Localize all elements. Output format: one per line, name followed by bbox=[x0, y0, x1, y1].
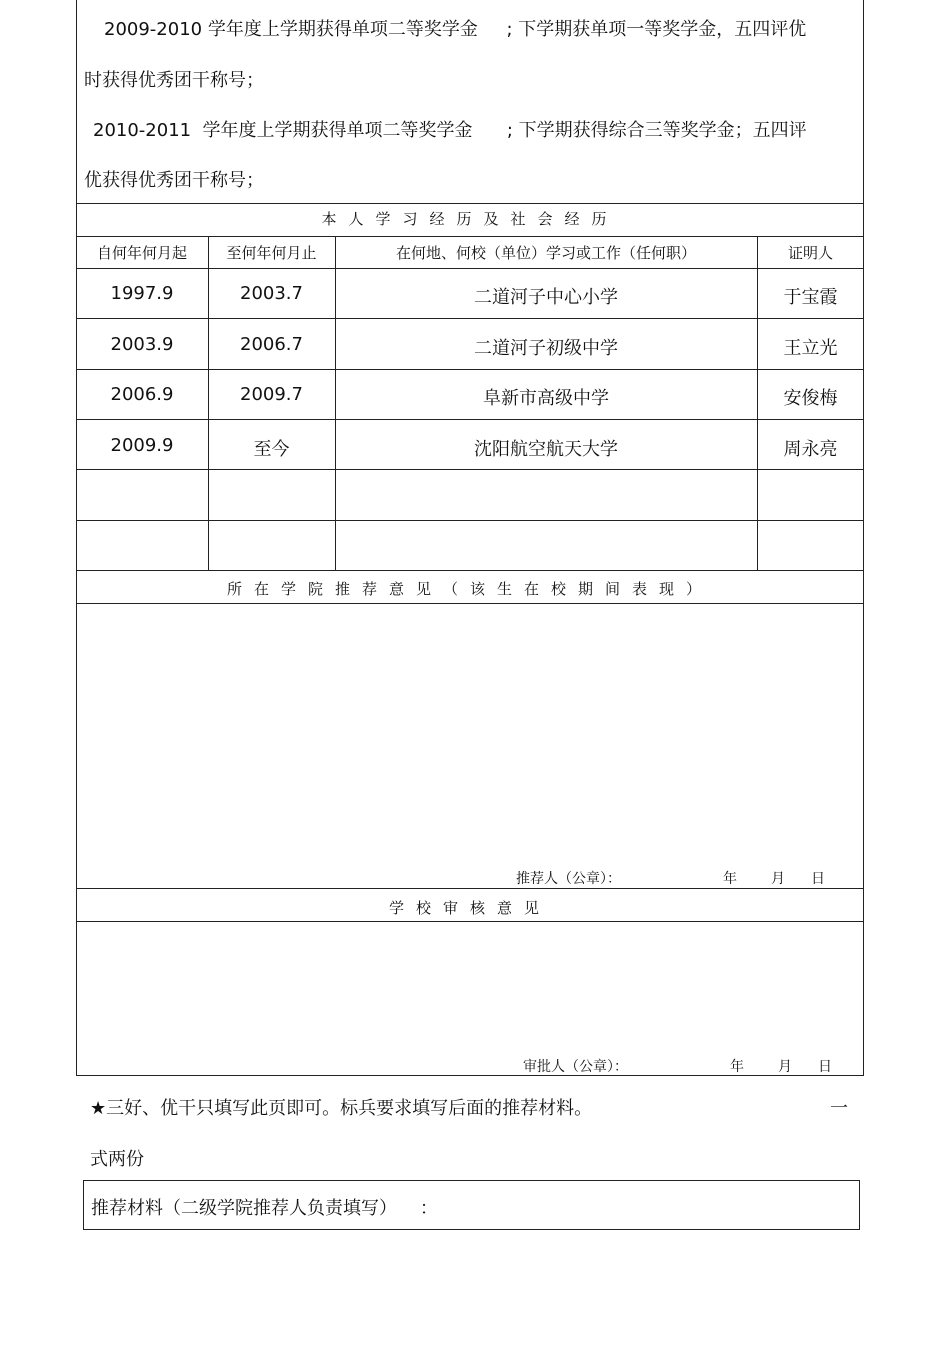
header-to-date: 至何年何月止 bbox=[226, 244, 317, 262]
table-cell-to: 2006.7 bbox=[240, 334, 303, 355]
table-cell-to: 2009.7 bbox=[240, 384, 303, 405]
school-review-area[interactable] bbox=[77, 922, 863, 1052]
table-cell-place: 沈阳航空航天大学 bbox=[474, 439, 618, 460]
table-cell-place: 阜新市高级中学 bbox=[483, 388, 609, 409]
table-cell-witness: 于宝霞 bbox=[783, 287, 838, 308]
award-line-2: 时获得优秀团干称号； bbox=[84, 70, 264, 91]
divider bbox=[76, 203, 864, 204]
divider bbox=[76, 369, 864, 370]
divider bbox=[76, 570, 864, 571]
table-cell-place: 二道河子中心小学 bbox=[474, 287, 618, 308]
table-cell-witness: 周永亮 bbox=[783, 439, 838, 460]
table-cell-to: 至今 bbox=[253, 439, 290, 460]
table-cell-from: 2009.9 bbox=[110, 435, 174, 456]
header-from-date: 自何年何月起 bbox=[96, 244, 187, 262]
table-cell-witness: 王立光 bbox=[783, 338, 838, 359]
recommend-year-label: 年 bbox=[723, 871, 737, 887]
note-line-1: ★三好、优干只填写此页即可。标兵要求填写后面的推荐材料。 bbox=[90, 1098, 593, 1119]
header-place: 在何地、何校（单位）学习或工作（任何职） bbox=[395, 244, 696, 262]
recommend-day-label: 日 bbox=[811, 871, 825, 887]
school-review-title: 学校审核意见 bbox=[388, 899, 551, 917]
divider bbox=[76, 419, 864, 420]
experience-title: 本人学习经历及社会经历 bbox=[321, 210, 619, 228]
college-opinion-area[interactable] bbox=[77, 604, 863, 864]
award-line-1: 2009-2010 学年度上学期获得单项二等奖学金 ; 下学期获单项一等奖学金，五四评优 bbox=[104, 19, 807, 40]
header-witness: 证明人 bbox=[787, 244, 833, 262]
divider bbox=[76, 520, 864, 521]
divider bbox=[76, 236, 864, 237]
table-cell-place: 二道河子初级中学 bbox=[474, 338, 618, 359]
note-line-1-end: 一 bbox=[830, 1098, 848, 1119]
review-year-label: 年 bbox=[730, 1059, 744, 1075]
divider bbox=[76, 318, 864, 319]
divider bbox=[76, 469, 864, 470]
table-cell-witness: 安俊梅 bbox=[783, 388, 838, 409]
recommend-month-label: 月 bbox=[771, 871, 785, 887]
review-day-label: 日 bbox=[818, 1059, 832, 1075]
recommender-signature-label: 推荐人（公章）： bbox=[516, 871, 621, 887]
note-line-2: 式两份 bbox=[90, 1149, 144, 1170]
materials-box[interactable] bbox=[83, 1180, 860, 1230]
divider bbox=[76, 888, 864, 889]
table-cell-from: 2006.9 bbox=[110, 384, 174, 405]
award-line-4: 优获得优秀团干称号； bbox=[84, 170, 264, 191]
materials-label: 推荐材料（二级学院推荐人负责填写） ： bbox=[91, 1198, 438, 1219]
table-cell-from: 2003.9 bbox=[110, 334, 174, 355]
approver-signature-label: 审批人（公章）： bbox=[523, 1059, 628, 1075]
college-opinion-title: 所在学院推荐意见（该生在校期间表现） bbox=[226, 580, 713, 598]
table-cell-to: 2003.7 bbox=[240, 283, 303, 304]
award-line-3: 2010-2011 学年度上学期获得单项二等奖学金 ; 下学期获得综合三等奖学金；五四评 bbox=[93, 120, 807, 141]
review-month-label: 月 bbox=[778, 1059, 792, 1075]
table-cell-from: 1997.9 bbox=[110, 283, 174, 304]
divider bbox=[76, 268, 864, 269]
